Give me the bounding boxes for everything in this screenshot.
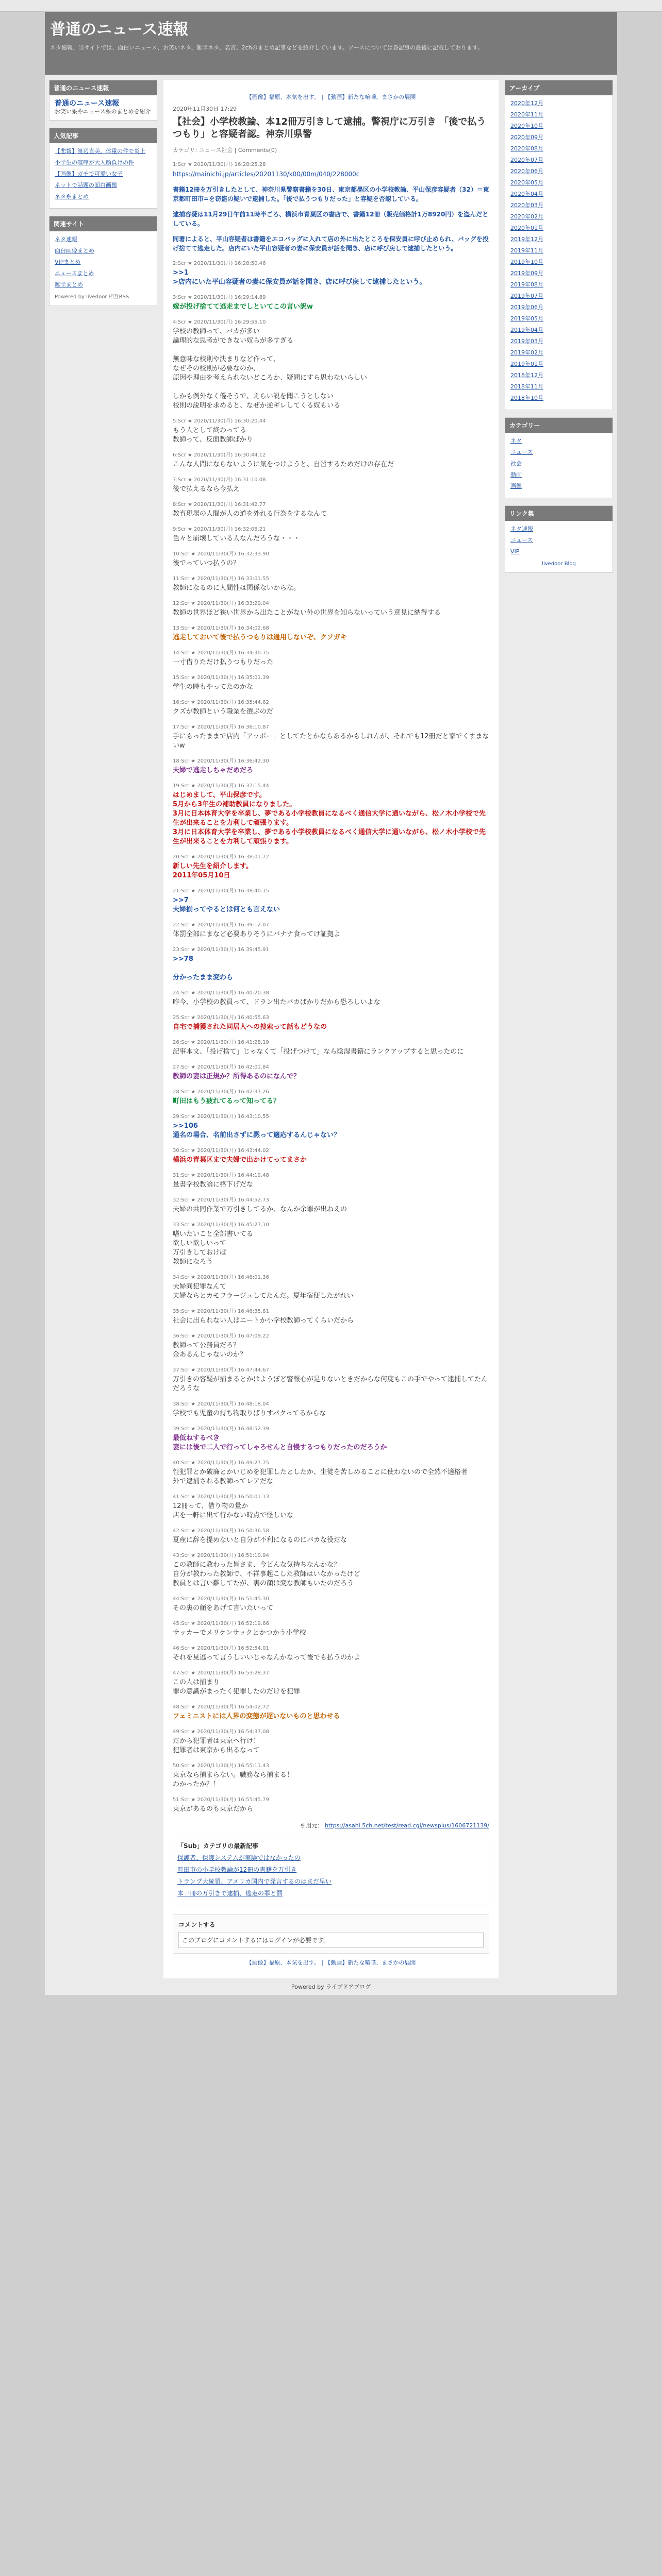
archive-item <box>510 190 607 198</box>
response <box>173 599 489 618</box>
response-header: 33:Scr ★ 2020/11/30(月) 16:45:27.10 <box>173 1222 269 1228</box>
response <box>173 1171 489 1190</box>
response-text: はじめまして、平山保彦です。 5月から3年生の補助教員になりました。 3月に日本体育大学を卒業し、夢である小学校教員になるべく通信大学に通いながら、松ノ木小学校で先生が出来ることを力利して頑張ります。 3月に日本体育大学を卒業し、夢である小学校教員になるべく通信大学に通いながら、松ノ木小学校で先生が出来ることを力利して頑張ります。 <box>173 791 486 845</box>
archive-link[interactable]: 2019年06月 <box>510 304 543 311</box>
archive-link[interactable]: 2018年12月 <box>510 372 543 379</box>
response-text: 教師って公務員だろ？ 金あるんじゃないのか？ <box>173 1342 247 1359</box>
response-text: 万引きの容疑が捕まるとかはようぼど警報心が足りないときだからな何度もこの手でやって逮捕してたんだろうな <box>173 1376 488 1393</box>
response-header: 11:Scr ★ 2020/11/30(月) 16:33:01.55 <box>173 576 269 582</box>
response-text: 後でっていつ払うの？ <box>173 560 240 567</box>
archive-link[interactable]: 2019年08月 <box>510 281 543 288</box>
archive-item <box>510 201 607 210</box>
archive-link[interactable]: 2020年04月 <box>510 191 543 197</box>
response <box>173 318 489 411</box>
response-text: だから犯罪者は東京へ行け！ 犯罪者は東京から出るなって <box>173 1737 260 1754</box>
response-text: 体罰全部にまなど必要ありそうにバナナ食ってけ証拠よ <box>173 930 341 938</box>
response <box>173 1400 489 1418</box>
site-item <box>510 548 607 556</box>
response-header: 27:Scr ★ 2020/11/30(月) 16:42:01.84 <box>173 1064 269 1070</box>
response-header: 50:Scr ★ 2020/11/30(月) 16:55:11.43 <box>173 1763 269 1769</box>
response-header: 14:Scr ★ 2020/11/30(月) 16:34:30.15 <box>173 650 269 656</box>
related-list <box>177 1853 485 1897</box>
response-header: 46:Scr ★ 2020/11/30(月) 16:52:54.01 <box>173 1646 269 1651</box>
browser-topbar <box>0 0 662 12</box>
lead-2: 逮捕容疑は11月29日午前11時半ごろ、横浜市青葉区の書店で、書籍12冊（販売価格計1万8920円）を盗んだとしている。 <box>173 211 489 227</box>
rss-link[interactable]: ニュースまとめ <box>55 270 94 277</box>
article-column <box>163 80 499 1978</box>
response-text: サッカーでメリケンサックとかつかう小学校 <box>173 1629 306 1637</box>
popular-link[interactable]: ネットで話題の面白画像 <box>55 182 117 189</box>
right-sidebar <box>505 80 613 1978</box>
response <box>173 673 489 692</box>
archive-item <box>510 360 607 368</box>
archive-item <box>510 145 607 153</box>
response <box>173 574 489 593</box>
response <box>173 293 489 312</box>
response-text: 教師の世界ほど狭い世界から出たことがない外の世界を知らないっていう意見に納得する <box>173 609 441 617</box>
response-text: もう人として終わってる 教師って、反面教師ばかり <box>173 427 253 444</box>
response-text: >>78 分かったまま変わら <box>173 955 234 981</box>
response-text: 逃走しておいて後で払うつもりは通用しないぞ、クソガキ <box>173 634 347 641</box>
response <box>173 1425 489 1452</box>
article-nav[interactable]: 【画像】福原、本気を出す。 | 【動画】新たな喧嘩、まさかの展開 <box>246 94 416 100</box>
response <box>173 1703 489 1721</box>
category-link[interactable]: ニュース <box>510 449 533 455</box>
response <box>173 1088 489 1106</box>
rss-link[interactable]: VIPまとめ <box>55 259 81 265</box>
comments-title: コメントする <box>178 1921 216 1928</box>
archive-link[interactable]: 2019年02月 <box>510 349 543 356</box>
response-header: 47:Scr ★ 2020/11/30(月) 16:53:28.37 <box>173 1670 269 1676</box>
related-link[interactable]: 本一冊の万引きで逮捕、逃走の罪と罰 <box>177 1890 283 1897</box>
archive-link[interactable]: 2020年09月 <box>510 134 543 141</box>
site-item <box>510 525 607 533</box>
archive-link[interactable]: 2020年03月 <box>510 202 543 209</box>
response-text: 東京なら捕まらない。職務なら捕まる！ わかったか？！ <box>173 1771 294 1788</box>
rss-powered: Powered by livedoor 相互RSS <box>55 294 129 300</box>
response <box>173 945 489 982</box>
archive-item <box>510 133 607 142</box>
response <box>173 451 489 469</box>
rss-title: 関連サイト <box>49 216 157 231</box>
archive-link[interactable]: 2019年11月 <box>510 247 543 254</box>
archive-item <box>510 111 607 119</box>
response-header: 9:Scr ★ 2020/11/30(月) 16:32:05.21 <box>173 527 266 532</box>
archive-link[interactable]: 2020年08月 <box>510 145 543 152</box>
rss-link[interactable]: ネタ速報 <box>55 236 77 243</box>
category-link[interactable]: 動画 <box>510 471 522 478</box>
response-header: 43:Scr ★ 2020/11/30(月) 16:51:10.94 <box>173 1553 269 1558</box>
left-sidebar <box>49 80 157 1978</box>
archive-item <box>510 394 607 402</box>
response-header: 18:Scr ★ 2020/11/30(月) 16:36:42.30 <box>173 758 269 764</box>
response-text: 嗜いたいこと全部書いてる 欲しい欲しいって 万引きしておけば 教師になろう <box>173 1230 254 1266</box>
response-header: 13:Scr ★ 2020/11/30(月) 16:34:02.68 <box>173 625 269 631</box>
site-link[interactable]: ニュース <box>510 537 533 544</box>
response-header: 23:Scr ★ 2020/11/30(月) 16:39:45.91 <box>173 947 269 953</box>
response <box>173 1273 489 1301</box>
response-text: >>7 夫婦揃ってやるとは何とも言えない <box>173 896 280 913</box>
archive-item <box>510 337 607 346</box>
category-title: カテゴリー <box>505 418 613 433</box>
response-header: 8:Scr ★ 2020/11/30(月) 16:31:42.77 <box>173 502 266 507</box>
archive-item <box>510 371 607 380</box>
popular-item <box>55 170 152 178</box>
archive-link[interactable]: 2020年06月 <box>510 168 543 175</box>
popular-title: 人気記事 <box>49 128 157 143</box>
related-link[interactable]: 保護者、保護システムが実験ではなかったの <box>177 1854 301 1861</box>
main-columns <box>45 75 617 1978</box>
response-text: 学生の時もやってたのかな <box>173 683 254 691</box>
archive-item <box>510 292 607 300</box>
archive-item <box>510 99 607 108</box>
response-header: 20:Scr ★ 2020/11/30(月) 16:38:01.72 <box>173 854 269 860</box>
response-header: 34:Scr ★ 2020/11/30(月) 16:46:01.36 <box>173 1275 269 1280</box>
response-header: 35:Scr ★ 2020/11/30(月) 16:46:35.81 <box>173 1309 269 1314</box>
article-date: 2020年11月30日 17:29 <box>173 106 237 112</box>
popular-item <box>55 147 152 156</box>
response-text: 横浜の青葉区まで夫婦で出かけてってまさか <box>173 1156 307 1164</box>
lead-1: 書籍12冊を万引きしたとして、神奈川県警察書籍を30日、東京都墨区の小学校教論、平山保彦容疑者（32）＝東京都町田市=を窃盗の疑いで逮捕した。「後で払うつもりだった」と容疑を否認している。 <box>173 186 489 202</box>
popular-link[interactable]: 【画像】ガチで可愛い女子 <box>55 171 123 177</box>
archive-item <box>510 326 607 334</box>
response-header: 49:Scr ★ 2020/11/30(月) 16:54:37.08 <box>173 1729 269 1735</box>
response <box>173 624 489 642</box>
archive-item <box>510 258 607 266</box>
rss-link[interactable]: 面白画像まとめ <box>55 247 94 254</box>
response <box>173 1112 489 1140</box>
rss-link[interactable]: 雑学まとめ <box>55 281 83 288</box>
response-text: 手にもったままで店内「アッポー」としてたとかならあるかもしれんが、それでも12冊だと家でくすまないw <box>173 733 489 750</box>
response-text: 教師になるのに人間性は関係ないからな。 <box>173 584 301 592</box>
category-item <box>510 448 607 456</box>
site-description: ネタ速報、当サイトでは、面白いニュース、お笑いネタ、雑学ネタ、名言、2chのまとめ記事などを紹介しています。ソースについては各記事の最後に記載しております。 <box>50 44 484 51</box>
right-powered[interactable]: livedoor Blog <box>542 561 576 567</box>
response <box>173 1761 489 1789</box>
response-text: 学校の教師って、バカが多い 論理的な思考ができない奴らが多すぎる 無意味な校則や決まりなど作って、 なぜその校則が必要なのか、 原因や理由を考えられないどころか、疑問にすら思わないらしい しかも例外なく優そうで、えらい説を聞こうとしない 校則の説明を求めると、なぜか逆ギレしてくる奴もいる <box>173 328 368 410</box>
popular-link[interactable]: ネタ系まとめ <box>55 193 89 200</box>
profile-desc: お笑い系やニュース系のまとめを紹介 <box>55 108 151 115</box>
response-text: クズが教師という職業を選ぶのだ <box>173 708 273 716</box>
response-text: 色々と崩壊している人なんだろうな・・・ <box>173 535 301 543</box>
site-link[interactable]: VIP <box>510 548 520 555</box>
response-text: 性犯罪とか破廉とかいじめを犯罪したとしたか、生徒を苦しめることに使わないので全然不適格者 外で逮捕される教師ってレアだな <box>173 1468 468 1485</box>
response-header: 16:Scr ★ 2020/11/30(月) 16:35:44.62 <box>173 700 269 705</box>
responses-list <box>173 259 489 1814</box>
popular-link[interactable]: 小学生の喧嘩が大人顔負けの件 <box>55 159 134 166</box>
archive-link[interactable]: 2020年11月 <box>510 111 543 118</box>
response <box>173 1527 489 1545</box>
response-header: 36:Scr ★ 2020/11/30(月) 16:47:09.22 <box>173 1333 269 1339</box>
archive-item <box>510 315 607 323</box>
response-text: 夏産に辞を提めないと自分が不利になるのにバカな役だな <box>173 1536 347 1544</box>
profile-title: 普通のニュース速報 <box>49 80 157 95</box>
response-text: フェミニストには人界の変態が遅いないものと思わせる <box>173 1713 340 1720</box>
response <box>173 417 489 445</box>
response <box>173 1146 489 1165</box>
archive-link[interactable]: 2019年01月 <box>510 361 543 367</box>
links-title: リンク集 <box>505 506 613 521</box>
response <box>173 757 489 775</box>
response-header: 24:Scr ★ 2020/11/30(月) 16:40:20.38 <box>173 990 269 996</box>
response <box>173 476 489 494</box>
response-header: 4:Scr ★ 2020/11/30(月) 16:29:55.10 <box>173 319 266 325</box>
response-text: 教育現場の人間が人の道を外れる行為をするなんて <box>173 510 327 518</box>
response-text: >>1 >店内にいた平山容疑者の妻に保安員が話を聞き、店に呼び戻して逮捕したという。 <box>173 269 426 286</box>
response <box>173 1493 489 1520</box>
response <box>173 259 489 287</box>
links-box <box>505 505 613 573</box>
response <box>173 1332 489 1360</box>
popular-item <box>55 193 152 201</box>
source-url[interactable]: https://mainichi.jp/articles/20201130/k00/00m/040/228000c <box>173 171 360 178</box>
profile-name[interactable]: 普通のニュース速報 <box>55 99 120 108</box>
response-header: 48:Scr ★ 2020/11/30(月) 16:54:02.72 <box>173 1704 269 1710</box>
comments-box <box>173 1914 489 1954</box>
category-item <box>510 437 607 445</box>
response-header: 29:Scr ★ 2020/11/30(月) 16:43:10.55 <box>173 1114 269 1120</box>
popular-item <box>55 181 152 190</box>
archive-link[interactable]: 2020年10月 <box>510 123 543 129</box>
archive-item <box>510 122 607 130</box>
response <box>173 1669 489 1697</box>
source-line <box>173 1821 489 1829</box>
rss-list <box>55 235 152 289</box>
response <box>173 723 489 751</box>
comments-note[interactable]: このブログにコメントするにはログインが必要です。 <box>178 1932 484 1948</box>
popular-box <box>49 128 157 209</box>
site-item <box>510 536 607 545</box>
response-text: 自宅で捕獲された同居人への捜索って話もどうなの <box>173 1023 327 1031</box>
archive-link[interactable]: 2020年07月 <box>510 157 543 163</box>
response <box>173 1459 489 1486</box>
response-header: 2:Scr ★ 2020/11/30(月) 16:28:50.46 <box>173 261 266 266</box>
response-text: その裏の顔をあげて言いたいって <box>173 1604 274 1612</box>
response <box>173 1644 489 1663</box>
source-link[interactable]: https://asahi.5ch.net/test/read.cgi/newsplus/1606721139/ <box>325 1822 489 1829</box>
popular-list <box>55 147 152 201</box>
response-text: それを見逃って言うしいいじゃなんかなって後でも払うのかよ <box>173 1654 361 1662</box>
archive-link[interactable]: 2019年10月 <box>510 259 543 265</box>
archive-item <box>510 235 607 244</box>
response <box>173 1727 489 1755</box>
response-header: 10:Scr ★ 2020/11/30(月) 16:32:33.90 <box>173 551 269 557</box>
archive-box <box>505 80 613 410</box>
response-header: 44:Scr ★ 2020/11/30(月) 16:51:45.30 <box>173 1596 269 1602</box>
response-header: 25:Scr ★ 2020/11/30(月) 16:40:55.63 <box>173 1015 269 1021</box>
response <box>173 649 489 667</box>
archive-title: アーカイブ <box>505 80 613 95</box>
popular-item <box>55 159 152 167</box>
source-res <box>173 160 489 179</box>
category-link[interactable]: 社会 <box>510 460 522 467</box>
archive-item <box>510 247 607 255</box>
response-header: 37:Scr ★ 2020/11/30(月) 16:47:44.67 <box>173 1367 269 1373</box>
site-link[interactable]: ネタ速報 <box>510 526 533 532</box>
response <box>173 500 489 519</box>
links-list <box>510 525 607 556</box>
response <box>173 525 489 544</box>
response-header: 40:Scr ★ 2020/11/30(月) 16:49:27.75 <box>173 1460 269 1466</box>
response-text: 後で払えるなら今払え <box>173 485 240 493</box>
response-header: 32:Scr ★ 2020/11/30(月) 16:44:52.73 <box>173 1197 269 1203</box>
response <box>173 1038 489 1057</box>
category-item <box>510 460 607 468</box>
site-title[interactable]: 普通のニュース速報 <box>50 21 189 39</box>
response-header: 12:Scr ★ 2020/11/30(月) 16:33:29.04 <box>173 601 269 606</box>
response <box>173 1221 489 1267</box>
response-header: 6:Scr ★ 2020/11/30(月) 16:30:44.12 <box>173 452 266 458</box>
response-text: 東京があるのも東京だから <box>173 1805 254 1813</box>
response-text: 教師の妻は正規か？所得あるのになんで？ <box>173 1073 301 1080</box>
source-label: 引用元： <box>300 1822 323 1829</box>
response-text: 新しい先生を紹介します。 2011年05月10日 <box>173 862 253 879</box>
archive-link[interactable]: 2019年07月 <box>510 293 543 299</box>
category-box <box>505 417 613 498</box>
archive-item <box>510 383 607 391</box>
response <box>173 1366 489 1394</box>
response-text: 昨今、小学校の教員って、ドラン出たバカばかりだから恐ろしいよな <box>173 998 380 1006</box>
response-header: 22:Scr ★ 2020/11/30(月) 16:39:12.07 <box>173 922 269 928</box>
archive-item <box>510 167 607 176</box>
archive-item <box>510 179 607 187</box>
response <box>173 853 489 880</box>
response-header: 26:Scr ★ 2020/11/30(月) 16:41:28.19 <box>173 1040 269 1045</box>
response-text: 学校でも児童の持ち物取りばりすパクってるからな <box>173 1410 326 1417</box>
response-header: 3:Scr ★ 2020/11/30(月) 16:29:14.89 <box>173 295 266 300</box>
archive-item <box>510 303 607 312</box>
response-text: この人は捕まり 罪の意識がまったく犯罪したのだけを犯罪 <box>173 1679 301 1696</box>
response-text: 一寸借りただけ払うつもりだった <box>173 658 274 666</box>
article-nav-bottom[interactable]: 【画像】福原、本気を出す。 | 【動画】新たな喧嘩、まさかの展開 <box>246 1959 416 1966</box>
archive-item <box>510 156 607 164</box>
response <box>173 1013 489 1032</box>
response-text: 夫婦で逃走しちゃだめだろ <box>173 767 254 774</box>
response <box>173 1196 489 1214</box>
response-header: 5:Scr ★ 2020/11/30(月) 16:30:20.44 <box>173 418 266 424</box>
article-meta[interactable]: カテゴリ: ニュース社会 | Comments(0) <box>173 147 277 154</box>
lead-3: 同署によると、平山容疑者は書籍をエコバッグに入れて店の外に出たところを保安員に呼び止められ、バッグを投げ捨てて逃走した。店内にいた平山容疑者の妻に保安員が話を聞き、店に呼び戻して逮捕したという。 <box>173 235 489 252</box>
archive-link[interactable]: 2020年02月 <box>510 213 543 220</box>
response-header: 28:Scr ★ 2020/11/30(月) 16:42:37.26 <box>173 1089 269 1095</box>
profile-box <box>49 80 157 121</box>
response-header: 45:Scr ★ 2020/11/30(月) 16:52:19.66 <box>173 1621 269 1626</box>
category-item <box>510 471 607 479</box>
archive-item <box>510 213 607 221</box>
response-text: 社会に出られない人はニートか小学校教師ってくらいだから <box>173 1317 354 1325</box>
site-header <box>45 12 617 75</box>
response <box>173 1619 489 1638</box>
response <box>173 1595 489 1613</box>
response-header: 21:Scr ★ 2020/11/30(月) 16:38:40.15 <box>173 888 269 894</box>
response-header: 31:Scr ★ 2020/11/30(月) 16:44:19.48 <box>173 1173 269 1178</box>
profile-body <box>49 95 157 120</box>
response-text: 嫁が投げ捨てて逃走までしといてこの言い訳w <box>173 303 313 311</box>
response <box>173 1307 489 1326</box>
response-header: 19:Scr ★ 2020/11/30(月) 16:37:15.44 <box>173 783 269 789</box>
archive-item <box>510 349 607 357</box>
archive-link[interactable]: 2020年05月 <box>510 179 543 186</box>
source-res-header: 1:Scr ★ 2020/11/30(月) 16:28:25.28 <box>173 162 266 167</box>
archive-link[interactable]: 2019年05月 <box>510 315 543 322</box>
archive-link[interactable]: 2018年10月 <box>510 395 543 401</box>
response-text: この教師に教わった皆さま、今どんな気持ちなんかな？ 自分が教わった教師で、不祥事起こした教師はいなかったけど 教員とは言い難してたが、裏の顔は変な教師もいたのだろう <box>173 1561 360 1587</box>
response-text: 12冊って、借り物の量か 店を一軒に出て行かない時点で怪しいな <box>173 1502 294 1519</box>
response-header: 38:Scr ★ 2020/11/30(月) 16:48:18.04 <box>173 1401 269 1407</box>
response-text: こんな人間にならないように気をつけようと、自習するためだけの存在だ <box>173 461 394 468</box>
response-header: 42:Scr ★ 2020/11/30(月) 16:50:36.58 <box>173 1528 269 1534</box>
archive-link[interactable]: 2019年12月 <box>510 236 543 243</box>
rss-box <box>49 216 157 306</box>
response <box>173 1551 489 1588</box>
response-text: 最低ねするべき 妻には後で二人で行ってしゃろせんと自慢するつもりだったのだろうか <box>173 1434 387 1451</box>
response <box>173 698 489 717</box>
response-header: 39:Scr ★ 2020/11/30(月) 16:48:52.39 <box>173 1426 269 1432</box>
archive-link[interactable]: 2020年12月 <box>510 100 543 107</box>
archive-item <box>510 224 607 232</box>
response-text: 量書学校教論に格下げだな <box>173 1181 254 1189</box>
response-header: 30:Scr ★ 2020/11/30(月) 16:43:44.02 <box>173 1148 269 1154</box>
archive-link[interactable]: 2019年09月 <box>510 270 543 277</box>
related-title: 「Sub」カテゴリの最新記事 <box>177 1842 259 1850</box>
response-header: 41:Scr ★ 2020/11/30(月) 16:50:01.13 <box>173 1494 269 1500</box>
archive-list <box>510 99 607 402</box>
archive-link[interactable]: 2020年01月 <box>510 225 543 231</box>
response-text: >>106 通名の場合、名前出さずに黙って適応するんじゃない？ <box>173 1122 341 1139</box>
category-link[interactable]: ネタ <box>510 437 522 444</box>
archive-link[interactable]: 2019年03月 <box>510 338 543 345</box>
response-text: 記事本文、「投げ捨て」じゃなくて「投げつけて」なら陰湿書籍にランクアップすると思ったのに <box>173 1048 464 1056</box>
response-text: 夫婦同犯罪なんて 夫婦ならとカモフラージュしてたんだ。夏年宿便したがれい <box>173 1283 354 1300</box>
related-section <box>173 1837 489 1905</box>
response-text: 夫婦の共同作業で万引きしてるか、なんか余罪が出ねえの <box>173 1206 347 1213</box>
response <box>173 887 489 914</box>
response-header: 15:Scr ★ 2020/11/30(月) 16:35:01.39 <box>173 675 269 681</box>
related-link[interactable]: トランプ大統領、アメリカ国内で発言するのはまだ早い <box>177 1878 332 1885</box>
category-item <box>510 482 607 490</box>
archive-item <box>510 269 607 278</box>
article-title: 【社会】小学校教論、本12冊万引きして逮捕。警視庁に万引き 「後で払うつもり」と容疑者認。神奈川県警 <box>173 116 486 140</box>
response-header: 51:Scr ★ 2020/11/30(月) 16:55:45.79 <box>173 1797 269 1803</box>
site-footer <box>45 1978 617 1995</box>
page-wrap <box>45 12 617 1995</box>
response <box>173 782 489 846</box>
response <box>173 989 489 1007</box>
response <box>173 1063 489 1081</box>
archive-link[interactable]: 2018年11月 <box>510 383 543 390</box>
response-header: 17:Scr ★ 2020/11/30(月) 16:36:10.87 <box>173 724 269 730</box>
response-text: 町田はもう疲れてるって知ってる？ <box>173 1097 280 1105</box>
category-link[interactable]: 画像 <box>510 483 522 489</box>
response <box>173 1795 489 1814</box>
popular-link[interactable]: 【悲報】渡辺直美、体重の件で炎上 <box>55 148 145 155</box>
archive-item <box>510 281 607 289</box>
response-header: 7:Scr ★ 2020/11/30(月) 16:31:10.08 <box>173 477 266 483</box>
archive-link[interactable]: 2019年04月 <box>510 327 543 333</box>
category-list <box>510 437 607 490</box>
footer-text[interactable]: Powered by ライブドアブログ <box>291 1984 371 1990</box>
response <box>173 921 489 939</box>
response <box>173 550 489 568</box>
related-link[interactable]: 町田市の小学校教論が12冊の書籍を万引き <box>177 1866 297 1873</box>
